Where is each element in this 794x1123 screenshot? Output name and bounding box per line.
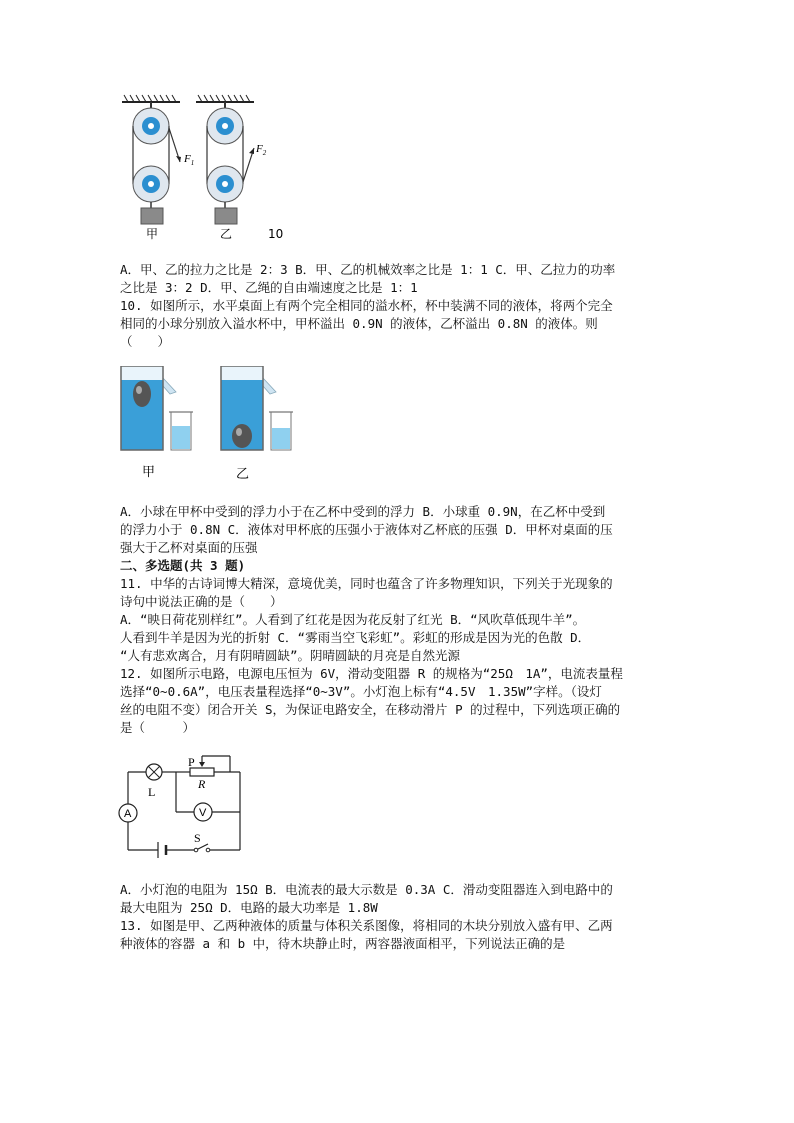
svg-text:A: A (124, 808, 132, 820)
force-label-f2: $F_2$ (256, 143, 267, 157)
ceiling-right (196, 95, 254, 102)
cup-yi (221, 366, 293, 450)
pulley-system-jia (133, 102, 181, 224)
label-r: R (198, 777, 206, 791)
q12-stem-line-2: 选择“0~0.6A”，电压表量程选择“0~3V”。小灯泡上标有“4.5V 1.35W”字样。（设灯 (120, 684, 602, 699)
q10-stem-line-1: 10. 如图所示，水平桌面上有两个完全相同的溢水杯，杯中装满不同的液体，将两个完全 (120, 298, 613, 313)
q9-option-line-2: 之比是 3：2 D．甲、乙绳的自由端速度之比是 1：1 (120, 280, 418, 295)
circuit-figure (114, 752, 254, 862)
q12-stem-line-1: 12. 如图所示电路，电源电压恒为 6V，滑动变阻器 R 的规格为“25Ω 1A”，电流表量程 (120, 666, 623, 681)
q11-line-2: 诗句中说法正确的是（ ） (120, 594, 283, 609)
overflow-cup-figure (118, 366, 298, 486)
label-s: S (194, 831, 201, 845)
svg-text:V: V (199, 807, 207, 819)
ceiling-left (122, 95, 180, 102)
q10-stem-line-3: （ ） (120, 334, 171, 349)
q10-stem-line-2: 相同的小球分别放入溢水杯中，甲杯溢出 0.9N 的液体，乙杯溢出 0.8N 的液体。则 (120, 316, 598, 331)
q12-option-line-1: A．小灯泡的电阻为 15Ω B．电流表的最大示数是 0.3A C．滑动变阻器连入到电路中的 (120, 882, 613, 897)
q11-line-5: “人有悲欢离合，月有阴晴圆缺”。阴晴圆缺的月亮是自然光源 (120, 648, 461, 663)
q9-option-line-1: A．甲、乙的拉力之比是 2：3 B．甲、乙的机械效率之比是 1：1 C．甲、乙拉力的功率 (120, 262, 616, 277)
q11-line-1: 11. 中华的古诗词博大精深，意境优美，同时也蕴含了许多物理知识，下列关于光现象的 (120, 576, 613, 591)
q10-option-line-3: 强大于乙杯对桌面的压强 (120, 540, 258, 555)
voltmeter-icon (194, 803, 212, 821)
ammeter-icon (119, 804, 137, 822)
pulley-system-yi (207, 102, 254, 224)
q10-option-line-2: 的浮力小于 0.8N C．液体对甲杯底的压强小于液体对乙杯底的压强 D．甲杯对桌面的压 (120, 522, 613, 537)
label-l: L (148, 785, 156, 799)
label-yi: 乙 (220, 227, 233, 241)
cup-jia (121, 366, 193, 450)
q11-line-4: 人看到牛羊是因为光的折射 C．“雾雨当空飞彩虹”。彩虹的形成是因为光的色散 D． (120, 630, 591, 645)
q12-option-line-2: 最大电阻为 25Ω D．电路的最大功率是 1.8W (120, 900, 378, 915)
q13-line-2: 种液体的容器 a 和 b 中，待木块静止时，两容器液面相平，下列说法正确的是 (120, 936, 566, 951)
section-title: 二、多选题(共 3 题) (120, 558, 246, 573)
label-yi: 乙 (236, 467, 250, 482)
q12-stem-line-4: 是（ ） (120, 720, 196, 735)
q13-line-1: 13. 如图是甲、乙两种液体的质量与体积关系图像，将相同的木块分别放入盛有甲、乙两 (120, 918, 613, 933)
label-jia: 甲 (146, 227, 159, 241)
q11-line-3: A．“映日荷花别样红”。人看到了红花是因为花反射了红光 B．“风吹草低现牛羊”。 (120, 612, 586, 627)
lamp-icon (146, 764, 162, 780)
figure-number: 10 (268, 227, 284, 241)
label-jia: 甲 (142, 465, 156, 480)
label-p: P (188, 755, 195, 769)
force-label-f1: $F_1$ (184, 153, 195, 167)
q10-option-line-1: A．小球在甲杯中受到的浮力小于在乙杯中受到的浮力 B．小球重 0.9N，在乙杯中受到 (120, 504, 606, 519)
q12-stem-line-3: 丝的电阻不变）闭合开关 S，为保证电路安全，在移动滑片 P 的过程中，下列选项正确的 (120, 702, 621, 717)
pulley-figure (118, 92, 298, 242)
